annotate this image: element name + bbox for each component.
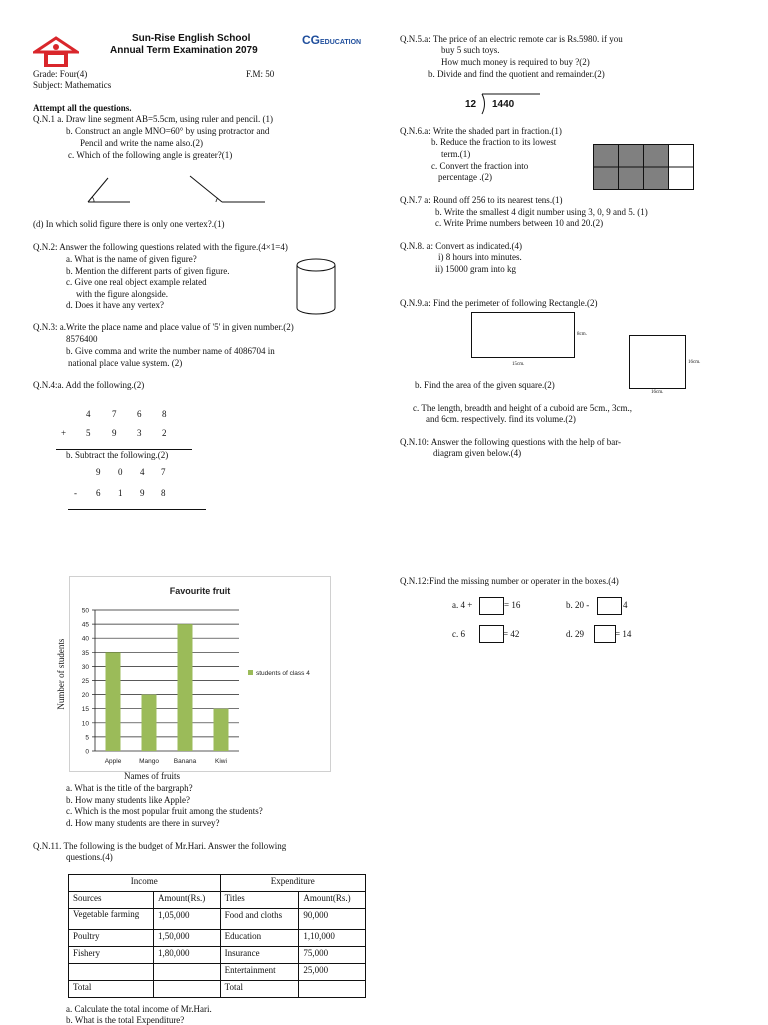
table-cell: Vegetable farming <box>69 909 154 930</box>
table-cell: 1,05,000 <box>154 909 221 930</box>
q6-b2: term.(1) <box>441 149 471 159</box>
y-tick-label: 15 <box>81 706 89 714</box>
full-marks: F.M: 50 <box>246 69 275 79</box>
q12-d-post: = 14 <box>615 629 632 639</box>
sub-digit: 7 <box>161 467 166 477</box>
q11-title1: Q.N.11. The following is the budget of Mr.Hari. Answer the following <box>33 841 287 851</box>
q7-a: Q.N.7 a: Round off 256 to its nearest tens.(1) <box>400 195 563 205</box>
q5-a2: buy 5 such toys. <box>441 45 500 55</box>
add-digit: 2 <box>162 428 167 438</box>
school-logo <box>33 36 79 70</box>
angle-figures <box>80 170 280 210</box>
bar <box>178 624 193 751</box>
income-header: Income <box>69 875 221 892</box>
school-name: Sun-Rise English School <box>132 33 251 44</box>
q1-d: (d) In which solid figure there is only one vertex?.(1) <box>33 219 225 229</box>
q2-title: Q.N.2: Answer the following questions related with the figure.(4×1=4) <box>33 242 288 252</box>
chart-ylabel: Number of students <box>55 638 66 710</box>
sub-digit: 9 <box>140 488 145 498</box>
x-tick-label: Kiwi <box>215 758 227 765</box>
bar <box>142 695 157 751</box>
q3-b1: b. Give comma and write the number name of 4086704 in <box>66 346 275 356</box>
q11-a: a. Calculate the total income of Mr.Hari. <box>66 1004 212 1014</box>
q10-a: a. What is the title of the bargraph? <box>66 783 193 793</box>
q8-a: Q.N.8. a: Convert as indicated.(4) <box>400 241 522 251</box>
table-cell: Total <box>220 981 299 998</box>
answer-box-c[interactable] <box>479 625 504 643</box>
answer-box-a[interactable] <box>479 597 504 615</box>
answer-box-b[interactable] <box>597 597 622 615</box>
q3-b2: national place value system. (2) <box>68 358 183 368</box>
table-cell: Insurance <box>220 947 299 964</box>
shaded-cell <box>619 167 644 190</box>
table-cell: 1,50,000 <box>154 930 221 947</box>
y-tick-label: 35 <box>81 649 89 657</box>
y-tick-label: 20 <box>81 692 89 700</box>
add-digit: 3 <box>137 428 142 438</box>
table-cell: 1,10,000 <box>299 930 366 947</box>
shaded-cell <box>594 145 619 168</box>
table-cell: Amount(Rs.) <box>299 892 366 909</box>
table-cell: Amount(Rs.) <box>154 892 221 909</box>
table-row <box>69 930 366 947</box>
dividend: 1440 <box>492 99 515 110</box>
q1-c: c. Which of the following angle is greater?(1) <box>68 150 233 160</box>
exam-title: Annual Term Examination 2079 <box>110 45 258 56</box>
budget-table <box>68 874 366 998</box>
table-cell: Titles <box>220 892 299 909</box>
shaded-cell <box>644 167 669 190</box>
q10-b: b. How many students like Apple? <box>66 795 190 805</box>
grade: Grade: Four(4) <box>33 69 88 79</box>
table-cell: Fishery <box>69 947 154 964</box>
q9-c1: c. The length, breadth and height of a cuboid are 5cm., 3cm., <box>413 403 633 413</box>
legend-swatch <box>248 670 253 675</box>
sq-height-label: 16cm. <box>688 360 701 365</box>
q12-c-pre: c. 6 <box>452 629 465 639</box>
q5-a1: Q.N.5.a: The price of an electric remote car is Rs.5980. if you <box>400 34 623 44</box>
unshaded-cell <box>669 167 694 190</box>
q10-d: d. How many students are there in survey? <box>66 818 220 828</box>
table-row <box>69 981 366 998</box>
add-digit: 7 <box>112 409 117 419</box>
q8-ii: ii) 15000 gram into kg <box>435 264 516 274</box>
instruction: Attempt all the questions. <box>33 103 132 113</box>
partner-logo: CGEDUCATION <box>302 33 362 47</box>
add-digit: 9 <box>112 428 117 438</box>
sub-digit: 0 <box>118 467 123 477</box>
q9-b: b. Find the area of the given square.(2) <box>415 380 555 390</box>
y-tick-label: 10 <box>81 720 89 728</box>
table-cell <box>154 964 221 981</box>
table-row <box>69 875 366 892</box>
table-row <box>69 909 366 930</box>
q11-b: b. What is the total Expenditure? <box>66 1015 185 1025</box>
q12-a-pre: a. 4 + <box>452 600 473 610</box>
y-tick-label: 5 <box>85 734 89 742</box>
table-cell: Total <box>69 981 154 998</box>
q8-i: i) 8 hours into minutes. <box>438 252 522 262</box>
sub-digit: 4 <box>140 467 145 477</box>
q10-title2: diagram given below.(4) <box>433 448 522 458</box>
q10-c: c. Which is the most popular fruit among the students? <box>66 806 263 816</box>
y-tick-label: 40 <box>81 635 89 643</box>
rect-width-label: 15cm. <box>512 362 525 367</box>
table-cell: Food and cloths <box>220 909 299 930</box>
q11-title2: questions.(4) <box>66 852 113 862</box>
shaded-cell <box>644 145 669 168</box>
q2-c1: c. Give one real object example related <box>66 277 207 287</box>
legend-label: students of class 4 <box>256 670 310 677</box>
add-digit: 8 <box>162 409 167 419</box>
table-row <box>69 964 366 981</box>
q10-title1: Q.N.10: Answer the following questions with the help of bar- <box>400 437 622 447</box>
q12-a-post: = 16 <box>504 600 521 610</box>
chart-title: Favourite fruit <box>169 586 231 596</box>
q12-b-post: 4 <box>623 600 628 610</box>
q12-d-pre: d. 29 <box>566 629 584 639</box>
bar <box>106 652 121 751</box>
q7-b: b. Write the smallest 4 digit number using 3, 0, 9 and 5. (1) <box>435 207 648 217</box>
x-tick-label: Mango <box>139 758 159 765</box>
q1-b1: b. Construct an angle MNO=60° by using protractor and <box>66 126 270 136</box>
divisor: 12 <box>465 99 477 110</box>
q1-a: Q.N.1 a. Draw line segment AB=5.5cm, using ruler and pencil. (1) <box>33 114 274 124</box>
sub-digit: 1 <box>118 488 123 498</box>
table-cell: 25,000 <box>299 964 366 981</box>
sub-digit: 8 <box>161 488 166 498</box>
bar <box>214 709 229 751</box>
y-tick-label: 45 <box>81 621 89 629</box>
table-cell: 90,000 <box>299 909 366 930</box>
q2-d: d. Does it have any vertex? <box>66 300 164 310</box>
q3-number: 8576400 <box>66 334 98 344</box>
unshaded-cell <box>669 145 694 168</box>
q2-b: b. Mention the different parts of given figure. <box>66 266 230 276</box>
y-tick-label: 50 <box>81 607 89 615</box>
square-figure <box>629 335 686 389</box>
sub-rule <box>68 509 206 510</box>
table-cell: Poultry <box>69 930 154 947</box>
shaded-cell <box>619 145 644 168</box>
q9-a: Q.N.9.a: Find the perimeter of following Rectangle.(2) <box>400 298 598 308</box>
cylinder-figure <box>294 256 338 318</box>
table-cell: Entertainment <box>220 964 299 981</box>
table-cell <box>69 964 154 981</box>
shaded-cell <box>594 167 619 190</box>
table-cell <box>299 981 366 998</box>
sub-digit: 6 <box>96 488 101 498</box>
y-tick-label: 30 <box>81 663 89 671</box>
q5-a3: How much money is required to buy ?(2) <box>441 57 590 67</box>
table-cell <box>154 981 221 998</box>
bar-chart <box>69 576 331 772</box>
y-tick-label: 25 <box>81 678 89 685</box>
q6-b1: b. Reduce the fraction to its lowest <box>431 137 557 147</box>
q6-c2: percentage .(2) <box>438 172 492 182</box>
rectangle-figure <box>471 312 575 358</box>
fraction-grid <box>593 144 694 190</box>
rect-height-label: 8cm. <box>577 332 587 337</box>
sub-digit: 9 <box>96 467 101 477</box>
table-cell: 1,80,000 <box>154 947 221 964</box>
y-tick-label: 0 <box>85 748 89 756</box>
q12-title: Q.N.12:Find the missing number or operater in the boxes.(4) <box>400 576 619 586</box>
q6-a: Q.N.6.a: Write the shaded part in fraction.(1) <box>400 126 562 136</box>
q12-c-post: = 42 <box>503 629 520 639</box>
q4-b: b. Subtract the following.(2) <box>66 450 169 460</box>
add-digit: 6 <box>137 409 142 419</box>
q3-a: Q.N.3: a.Write the place name and place value of '5' in given number.(2) <box>33 322 294 332</box>
subject: Subject: Mathematics <box>33 80 112 90</box>
x-tick-label: Apple <box>104 758 122 765</box>
add-sign: + <box>61 428 67 438</box>
q5-b: b. Divide and find the quotient and remainder.(2) <box>428 69 605 79</box>
table-row <box>69 892 366 909</box>
add-digit: 5 <box>86 428 91 438</box>
chart-xname: Names of fruits <box>124 771 180 781</box>
table-cell: Education <box>220 930 299 947</box>
q12-b-pre: b. 20 - <box>566 600 590 610</box>
table-row <box>69 947 366 964</box>
expenditure-header: Expenditure <box>220 875 365 892</box>
add-digit: 4 <box>86 409 91 419</box>
sq-width-label: 16cm. <box>651 390 664 395</box>
x-tick-label: Banana <box>173 758 197 765</box>
q2-c2: with the figure alongside. <box>76 289 168 299</box>
answer-box-d[interactable] <box>594 625 616 643</box>
table-cell: Sources <box>69 892 154 909</box>
q4-a: Q.N.4:a. Add the following.(2) <box>33 380 145 390</box>
table-cell: 75,000 <box>299 947 366 964</box>
q9-c2: and 6cm. respectively. find its volume.(2) <box>426 414 576 424</box>
q2-a: a. What is the name of given figure? <box>66 254 197 264</box>
q7-c: c. Write Prime numbers between 10 and 20.(2) <box>435 218 604 228</box>
q1-b2: Pencil and write the name also.(2) <box>80 138 203 148</box>
sub-sign: - <box>74 488 77 498</box>
q6-c1: c. Convert the fraction into <box>431 161 529 171</box>
